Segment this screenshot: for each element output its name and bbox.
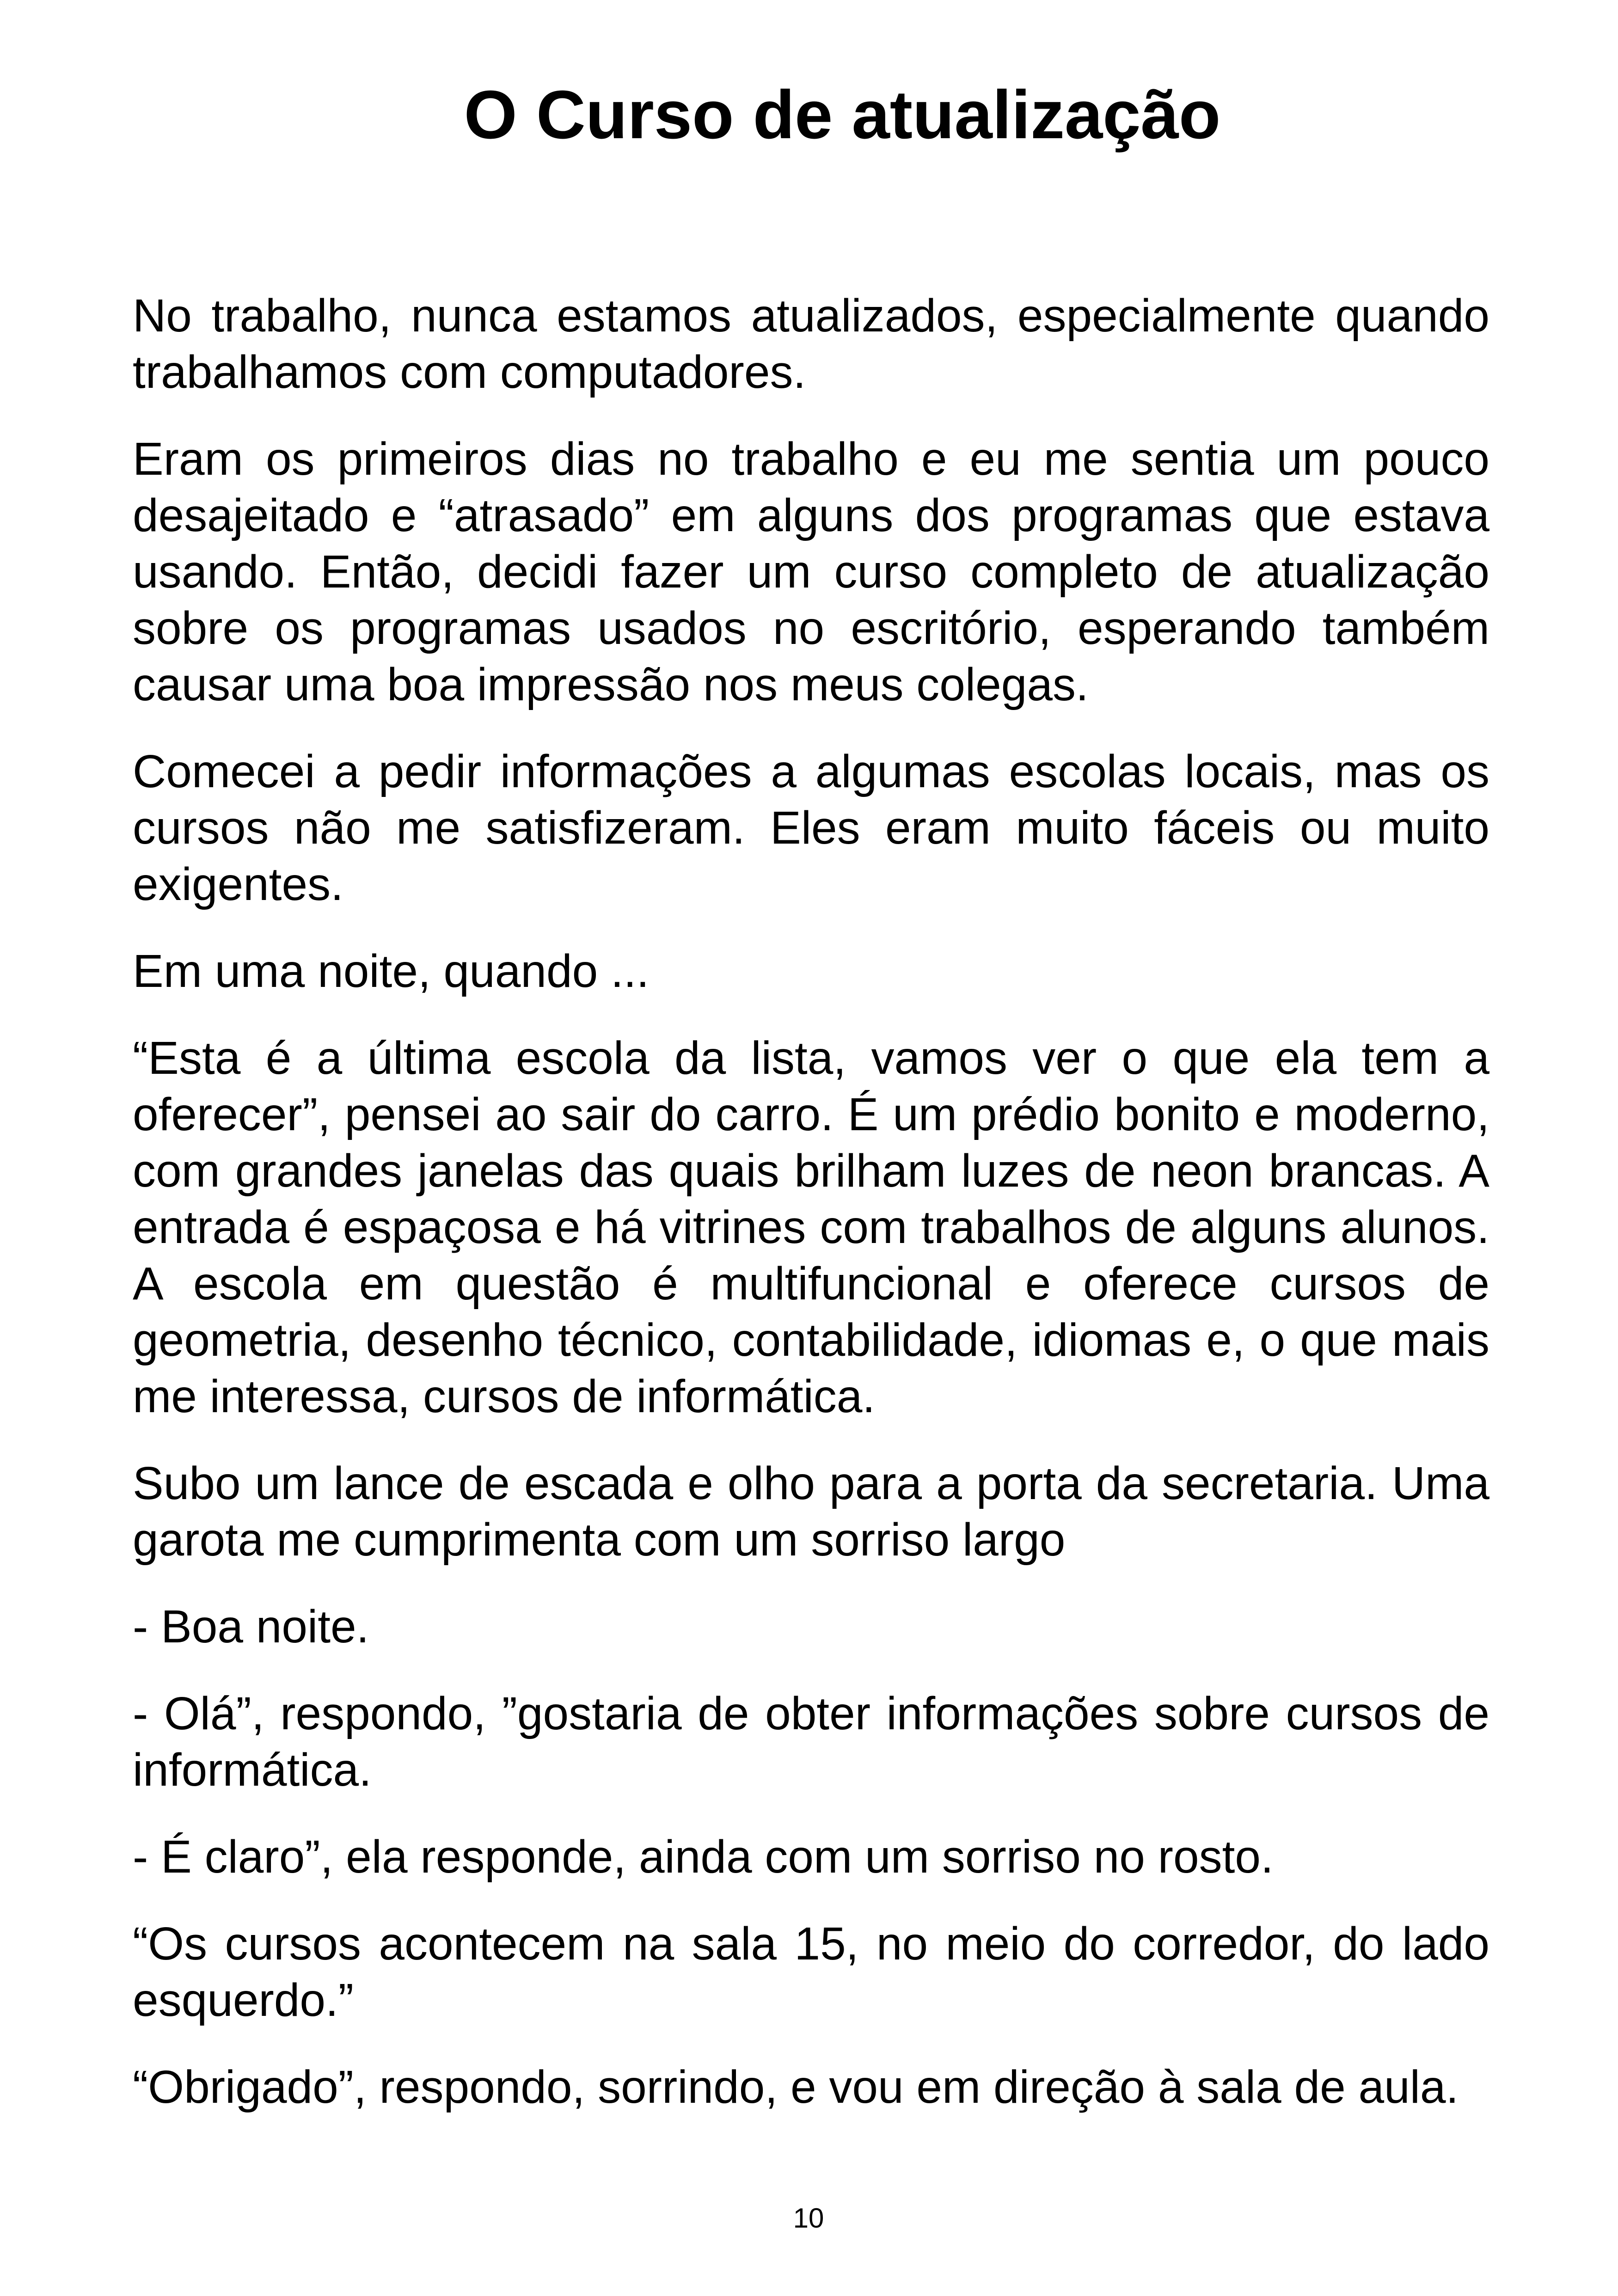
paragraph-8: - Olá”, respondo, ”gostaria de obter informações sobre cursos de informática.: [133, 1688, 1489, 1796]
paragraph-4: Em uma noite, quando ...: [133, 945, 650, 997]
document-body: [133, 288, 1489, 2146]
paragraph-5: “Esta é a última escola da lista, vamos ver o que ela tem a oferecer”, pensei ao sair do carro. É um prédio bonito e moderno, com grandes janelas das quais brilham luzes de neon brancas. A entrada é espaçosa e há vitrines com trabalhos de alguns alunos. A escola em questão é multifuncional e oferece cursos de geometria, desenho técnico, contabilidade, idiomas e, o que mais me interessa, cursos de informática.: [133, 1032, 1489, 1422]
paragraph-2: Eram os primeiros dias no trabalho e eu me sentia um pouco desajeitado e “atrasado” em alguns dos programas que estava usando. Então, decidi fazer um curso completo de atualização sobre os programas usados no escritório, esperando também causar uma boa impressão nos meus colegas.: [133, 433, 1489, 710]
paragraph-11: “Obrigado”, respondo, sorrindo, e vou em direção à sala de aula.: [133, 2061, 1459, 2113]
paragraph-7: - Boa noite.: [133, 1601, 369, 1653]
paragraph-3: Comecei a pedir informações a algumas escolas locais, mas os cursos não me satisfizeram. Eles eram muito fáceis ou muito exigentes.: [133, 746, 1489, 910]
page-number: 10: [793, 2203, 824, 2234]
paragraph-10: “Os cursos acontecem na sala 15, no meio do corredor, do lado esquerdo.”: [133, 1918, 1489, 2026]
paragraph-6: Subo um lance de escada e olho para a porta da secretaria. Uma garota me cumprimenta com um sorriso largo: [133, 1457, 1489, 1566]
paragraph-9: - É claro”, ela responde, ainda com um sorriso no rosto.: [133, 1831, 1274, 1883]
paragraph-1: No trabalho, nunca estamos atualizados, especialmente quando trabalhamos com computadores.: [133, 290, 1489, 398]
page-title: O Curso de atualização: [464, 77, 1221, 153]
